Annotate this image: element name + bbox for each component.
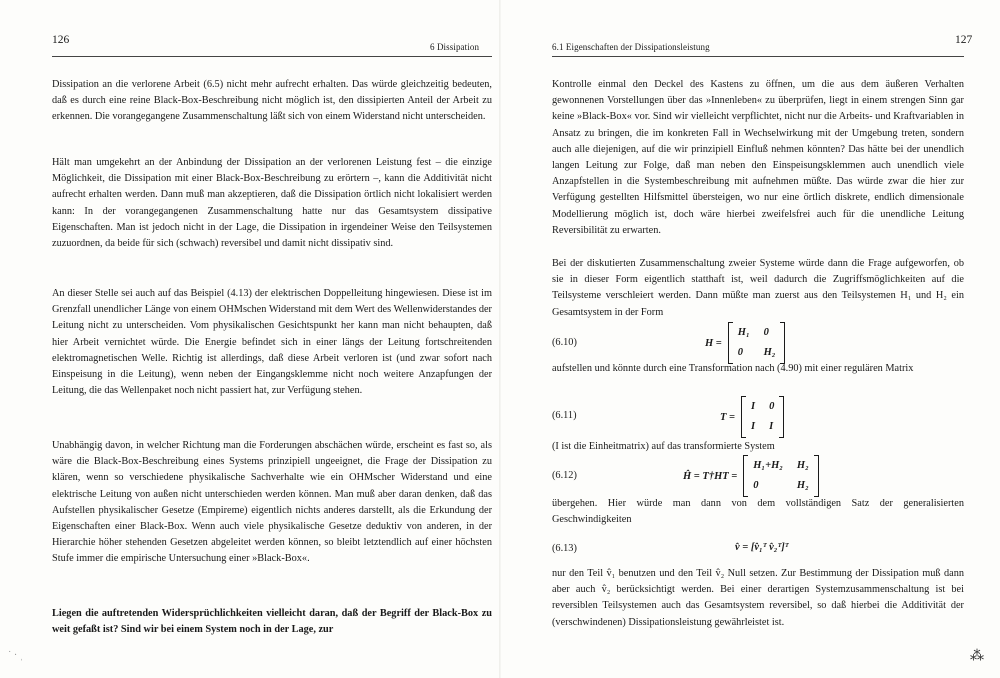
equation-number: (6.13)	[552, 543, 577, 554]
equation-lhs: v̂ = [v̂₁ᵀ v̂₂ᵀ]ᵀ	[735, 542, 789, 553]
paragraph: Hält man umgekehrt an der Anbindung der Dissipation an der verlorenen Leistung fest – die einzige Möglichkeit, die Dissipation mit einer Black-Box-Beschreibung zu erörtern –, kann die Additivität nicht aufrecht erhalten werden. Dann muß man akzeptieren, daß die Dissipation örtlich nicht lokalisiert werden kann: In der vorangegangenen Zusammenschaltung hatte nur das Gesamtsystem dissipative Eigenschaften. Man ist jedoch nicht in der Lage, die Dissipation in irgendeiner Weise den Teilsystemen zuzuordnen, da beide für sich (schwach) reversibel und damit nicht dissipativ sind.	[52, 157, 492, 250]
right-page	[500, 0, 1000, 678]
equation-lhs: T =	[720, 411, 736, 423]
right-bracket	[779, 396, 784, 438]
scan-specks: ⁂	[970, 649, 984, 664]
paragraph: Kontrolle einmal den Deckel des Kastens zu öffnen, um die aus dem äußeren Verhalten gewonnenen Vorstellungen über das »Innenleben« zu überprüfen, liegt in einem strengen Sinn gar keine »Black-Box« vor. Sind wir vielleicht verpflichtet, nicht nur die Arbeits- und Kraftvariablen in Ansatz zu bringen, die im konkreten Fall in Wechselwirkung mit der Umgebung treten, sondern auch alle diejenigen, auf die wir prinzipiell Einfluß nehmen könnten? Das hätte bei der unendlich langen Leitung zur Folge, daß man neben den Einspeisungsklemmen auch unendlich viele Anzapfstellen in die Systembeschreibung mit aufnehmen müßte. Das würde zwar die hier zur Verfügung gestellten Hilfsmittel übersteigen, wo nur eine örtlich diskrete, endlich dimensionale Modellierung möglich ist, doch wäre hierbei zweifelsfrei auch für die unendliche Leitung Reversibilität zu erwarten.	[552, 79, 964, 236]
matrix-cell: H₁+H₂	[753, 460, 783, 471]
matrix-cell: H₁	[737, 327, 750, 338]
matrix-cell: H₂	[796, 480, 809, 491]
matrix-cell: H₂	[796, 460, 809, 471]
equation-6-12	[683, 455, 819, 497]
paragraph: Bei der diskutierten Zusammenschaltung zweier Systeme würde dann die Frage aufgeworfen, ob sie in dieser Form eigentlich statthaft ist, weil dadurch die Zugriffsmöglichkeiten auf die Teilsysteme verschleiert werden. Dann müßte man zuerst aus den Teilsystemen H₁ und H₂ ein Gesamtsystem in der Form	[552, 258, 964, 318]
matrix	[741, 396, 784, 438]
paragraph: übergehen. Hier würde man dann von dem vollständigen Satz der generalisierten Geschwindigkeiten	[552, 498, 964, 526]
header-rule-left	[52, 56, 492, 57]
equation-6-11	[720, 396, 784, 438]
equation-lhs: H =	[705, 337, 722, 349]
equation-6-10	[705, 322, 785, 364]
page-number-left: 126	[52, 34, 70, 46]
matrix-cell: I	[751, 401, 756, 412]
page-number-right: 127	[955, 34, 973, 46]
paragraph: Dissipation an die verlorene Arbeit (6.5) nicht mehr aufrecht erhalten. Das würde gleichzeitig bedeuten, daß es durch eine reine Black-Box-Beschreibung nicht möglich ist, den dissipierten Anteil der Arbeit zu erkennen. Die vorangegangene Zusammenschaltung läßt sich von einem Widerstand nicht unterscheiden.	[52, 79, 492, 123]
paragraph: (I ist die Einheitmatrix) auf das transformierte System	[552, 441, 775, 452]
right-bracket	[780, 322, 785, 364]
running-head-right: 6.1 Eigenschaften der Dissipationsleistung	[552, 42, 710, 52]
matrix	[728, 322, 786, 364]
matrix	[743, 455, 818, 497]
matrix-cell: 0	[737, 347, 744, 358]
equation-number: (6.10)	[552, 337, 577, 348]
matrix-cell: 0	[769, 401, 775, 412]
matrix-cell: 0	[753, 480, 759, 491]
equation-number: (6.11)	[552, 410, 577, 421]
scan-specks: ˙ · ˌ	[8, 650, 23, 661]
matrix-cell: I	[769, 421, 774, 432]
paragraph: nur den Teil v̂₁ benutzen und den Teil v̂₂ Null setzen. Zur Bestimmung der Dissipation muß dann aber auch v̂₂ berücksichtigt werden. Bei einer derartigen Systemzusammenschaltung ist bei reversiblen Teilsystemen auch das Gesamtsystem reversibel, so daß hierbei die Additivität der (verschwindenen) Dissipationsleistung gewährleistet ist.	[552, 568, 964, 628]
matrix-cell: H₂	[763, 347, 776, 358]
matrix-cell: 0	[763, 327, 769, 338]
equation-number: (6.12)	[552, 470, 577, 481]
paragraph: Liegen die auftretenden Widersprüchlichkeiten vielleicht daran, daß der Begriff der Black-Box zu weit gefaßt ist? Sind wir bei einem System noch in der Lage, zur	[52, 608, 492, 636]
right-bracket	[814, 455, 819, 497]
paragraph: Unabhängig davon, in welcher Richtung man die Forderungen abschächen würde, erscheint es fast so, als wäre die Black-Box-Beschreibung eines Systems prinzipiell ungeeignet, die Frage der Dissipation zu klären, wenn so verschiedene physikalische Sachverhalte wie ein OHMscher Widerstand und eine elektrische Leitung von außen nicht unterschieden werden können. Man muß aber daran denken, daß das Aufstellen physikalischer Gesetze (Empireme) eigentlich nichts anderes darstellt, als die Erkundung der Eigenschaften einer Black-Box. Wenn auch viele physikalische Gesetze deduktiv von anderen, in der Hierarchie höher stehenden Gesetzen abgeleitet werden können, so bleibt letztendlich auf einer höchsten Stufe immer die empirische Untersuchung einer »Black-Box«.	[52, 440, 492, 565]
running-head-left: 6 Dissipation	[430, 42, 480, 52]
paragraph: aufstellen und könnte durch eine Transformation nach (4.90) mit einer regulären Matrix	[552, 363, 914, 374]
header-rule-right	[552, 56, 964, 57]
equation-6-13	[735, 542, 789, 553]
paragraph: An dieser Stelle sei auch auf das Beispiel (4.13) der elektrischen Doppelleitung hingewiesen. Diese ist im Grenzfall unendlicher Länge von einem OHMschen Widerstand mit dem Wert des Wellenwiderstandes der Leitung nicht zu unterscheiden. Vom physikalischen Gesichtspunkt her kann man nicht behaupten, daß hier Arbeit vernichtet würde. Die Energie befindet sich in einer längs der Leitung fortschreitenden elektromagnetischen Welle. Richtig ist allerdings, daß diese Arbeit verloren ist (und zwar sofort nach Einspeisung in die Leitung), wenn neben der Eingangsklemme nicht noch weitere Anzapfungen der Leitung, die das Wellenpaket noch nicht passiert hat, zur Verfügung stehen.	[52, 288, 492, 397]
matrix-cell: I	[751, 421, 756, 432]
equation-lhs: Ĥ = T†HT =	[683, 470, 738, 482]
